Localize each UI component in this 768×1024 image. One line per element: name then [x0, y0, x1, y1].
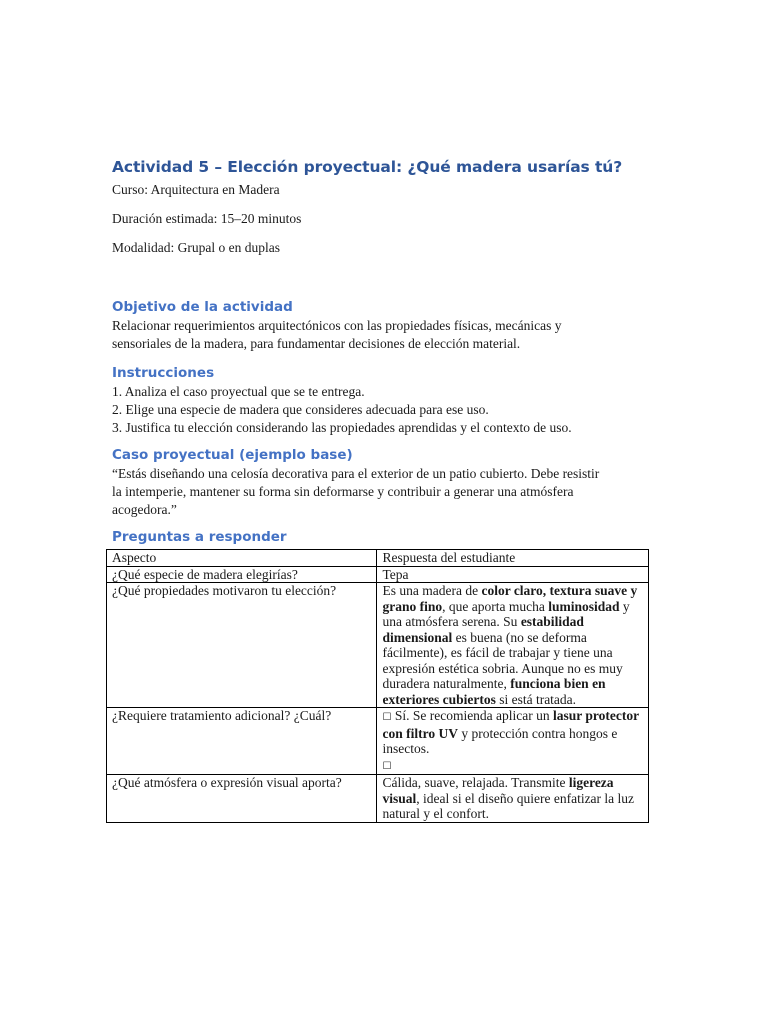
answer-text: , ideal si el diseño quiere enfatizar la luz natural y el confort.	[382, 790, 635, 821]
modality-line: Modalidad: Grupal o en duplas	[112, 240, 280, 255]
aspect-cell: ¿Qué atmósfera o expresión visual aporta?	[107, 775, 377, 823]
answer-text: , que aporta mucha	[442, 598, 549, 614]
answer-text: Cálida, suave, relajada. Transmite	[382, 775, 569, 790]
table-row	[107, 583, 649, 708]
table-row	[107, 708, 649, 775]
aspect-cell: ¿Qué propiedades motivaron tu elección?	[107, 583, 377, 708]
answer-bold: lasur protector con filtro UV	[382, 708, 639, 741]
answer-text: y protección contra hongos e insectos.	[382, 725, 618, 756]
duration-line: Duración estimada: 15–20 minutos	[112, 211, 302, 226]
instruction-item: 2. Elige una especie de madera que consideres adecuada para ese uso.	[112, 402, 489, 417]
missing-glyph-icon: ☐	[382, 712, 392, 723]
instruction-item: 3. Justifica tu elección considerando las propiedades aprendidas y el contexto de uso.	[112, 420, 572, 435]
answer-text: Es una madera de	[382, 583, 482, 598]
case-line: acogedora.”	[112, 502, 177, 517]
case-line: la intemperie, mantener su forma sin deformarse y contribuir a generar una atmósfera	[112, 484, 574, 499]
aspect-cell: ¿Qué especie de madera elegirías?	[107, 566, 377, 583]
course-line: Curso: Arquitectura en Madera	[112, 182, 280, 197]
table-header-row	[107, 550, 649, 567]
missing-glyph-icon: ☐	[382, 760, 392, 772]
answer-cell	[377, 775, 649, 823]
answer-bold: color claro, textura suave y grano fino	[382, 583, 638, 614]
case-heading: Caso proyectual (ejemplo base)	[112, 447, 353, 463]
answer-bold: ligereza visual	[382, 775, 614, 806]
aspect-cell: ¿Requiere tratamiento adicional? ¿Cuál?	[107, 708, 377, 775]
activity-title: Actividad 5 – Elección proyectual: ¿Qué madera usarías tú?	[112, 158, 623, 176]
table-row	[107, 566, 649, 583]
table-row	[107, 775, 649, 823]
header-cell-respuesta: Respuesta del estudiante	[377, 550, 649, 567]
answer-cell	[377, 583, 649, 708]
answer-cell: Tepa	[377, 566, 649, 583]
questions-heading: Preguntas a responder	[112, 529, 287, 545]
instructions-heading: Instrucciones	[112, 365, 215, 381]
objective-line: sensoriales de la madera, para fundamentar decisiones de elección material.	[112, 336, 521, 351]
answer-text: es buena (no se deforma fácilmente), es fácil de trabajar y tiene una expresión estética sobria. Aunque no es muy duradera naturalmente,	[382, 629, 623, 691]
document-page	[112, 155, 652, 823]
header-cell-aspecto: Aspecto	[107, 550, 377, 567]
answer-bold: funciona bien en exteriores cubiertos	[382, 676, 606, 707]
answer-text: y una atmósfera serena. Su	[382, 598, 630, 629]
answer-text: Sí. Se recomienda aplicar un	[391, 708, 554, 723]
answer-cell	[377, 708, 649, 775]
answer-text: si está tratada.	[495, 691, 577, 707]
instruction-item: 1. Analiza el caso proyectual que se te entrega.	[112, 384, 365, 399]
objective-line: Relacionar requerimientos arquitectónicos con las propiedades físicas, mecánicas y	[112, 318, 562, 333]
answer-bold: luminosidad	[548, 598, 620, 614]
questions-table	[106, 549, 649, 823]
objective-heading: Objetivo de la actividad	[112, 299, 293, 315]
answer-bold: estabilidad dimensional	[382, 614, 584, 645]
case-line: “Estás diseñando una celosía decorativa para el exterior de un patio cubierto. Debe resistir	[112, 466, 600, 481]
